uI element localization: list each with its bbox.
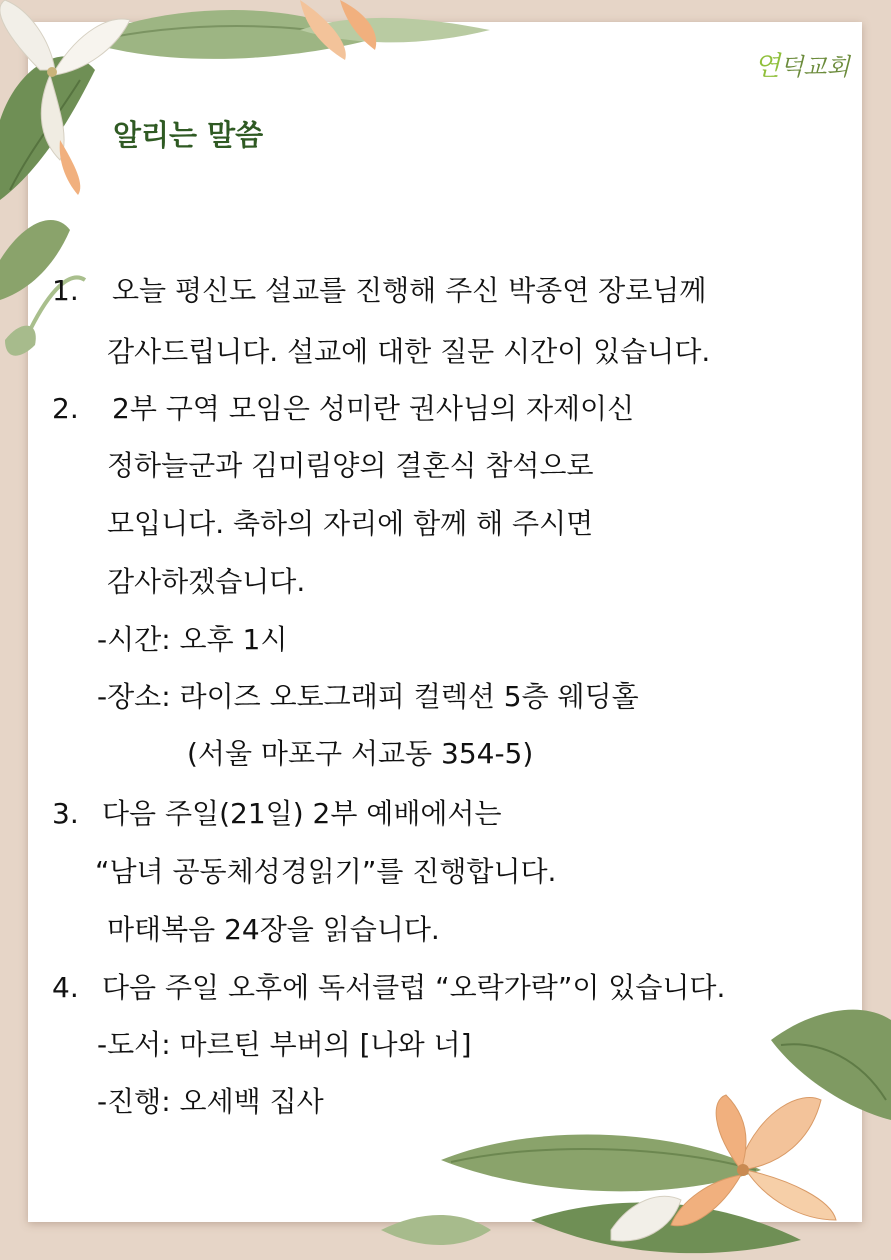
item-line: 모입니다. 축하의 자리에 함께 해 주시면 — [107, 507, 594, 540]
item-line: 2부 구역 모임은 성미란 권사님의 자제이신 — [112, 392, 635, 425]
logo-rest: 덕교회 — [780, 53, 850, 81]
church-logo — [754, 44, 850, 83]
item-number: 3. — [52, 797, 79, 830]
item-number: 4. — [52, 971, 79, 1004]
item-line: 다음 주일 오후에 독서클럽 “오락가락”이 있습니다. — [102, 971, 726, 1004]
floral-decoration-top-left — [0, 0, 520, 380]
item-line: 감사드립니다. 설교에 대한 질문 시간이 있습니다. — [107, 335, 711, 368]
item-detail-time: -시간: 오후 1시 — [97, 623, 288, 656]
item-line: 마태복음 24장을 읽습니다. — [107, 913, 440, 946]
item-detail-place: -장소: 라이즈 오토그래피 컬렉션 5층 웨딩홀 — [97, 680, 639, 713]
item-line: 다음 주일(21일) 2부 예배에서는 — [102, 797, 502, 830]
item-detail-host: -진행: 오세백 집사 — [97, 1085, 324, 1118]
page-title: 알리는 말씀 — [113, 118, 264, 152]
item-line: 감사하겠습니다. — [107, 565, 306, 598]
logo-first-char: 연 — [754, 51, 781, 82]
item-detail-book: -도서: 마르틴 부버의 [나와 너] — [97, 1028, 472, 1061]
item-line: 오늘 평신도 설교를 진행해 주신 박종연 장로님께 — [112, 274, 707, 307]
item-line: 정하늘군과 김미림양의 결혼식 참석으로 — [107, 449, 594, 482]
item-number: 1. — [52, 274, 79, 307]
item-number: 2. — [52, 392, 79, 425]
item-detail-address: (서울 마포구 서교동 354-5) — [187, 737, 534, 770]
item-line: “남녀 공동체성경읽기”를 진행합니다. — [95, 855, 557, 888]
